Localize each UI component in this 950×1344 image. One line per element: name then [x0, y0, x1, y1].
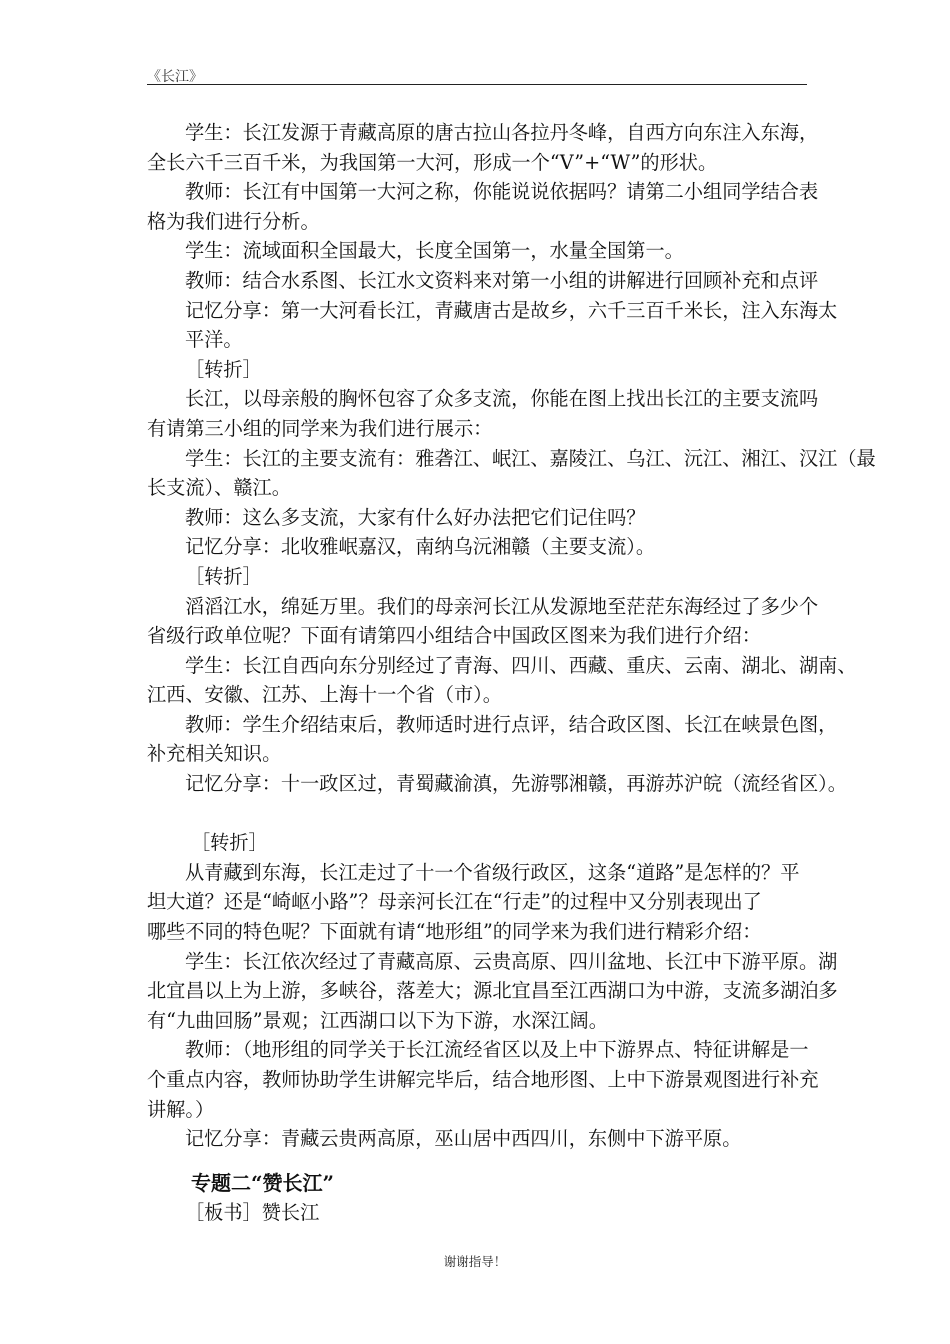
- paragraph-line: 全长六千三百千米，为我国第一大河，形成一个“V”+“W”的形状。: [147, 150, 718, 174]
- paragraph-line: 记忆分享：青藏云贵两高原，巫山居中西四川，东侧中下游平原。: [185, 1127, 742, 1151]
- paragraph-line: 江西、安徽、江苏、上海十一个省（市）。: [147, 683, 502, 707]
- paragraph-line: 学生：流域面积全国最大，长度全国第一，水量全国第一。: [185, 239, 684, 263]
- transition-marker: ［转折］: [185, 357, 262, 381]
- paragraph-line: 教师：学生介绍结束后，教师适时进行点评，结合政区图、长江在峡景色图，: [185, 712, 838, 736]
- paragraph-line: 记忆分享：第一大河看长江，青藏唐古是故乡，六千三百千米长，注入东海太: [185, 298, 838, 322]
- paragraph-line: 教师：长江有中国第一大河之称，你能说说依据吗？请第二小组同学结合表: [185, 180, 819, 204]
- paragraph-line: 教师：（地形组的同学关于长江流经省区以及上中下游界点、特征讲解是一: [185, 1038, 809, 1062]
- paragraph-line: 省级行政单位呢？下面有请第四小组结合中国政区图来为我们进行介绍：: [147, 624, 761, 648]
- paragraph-line: 学生：长江自西向东分别经过了青海、四川、西藏、重庆、云南、湖北、湖南、: [185, 653, 857, 677]
- paragraph-line: 从青藏到东海，长江走过了十一个省级行政区，这条“道路”是怎样的？平: [185, 860, 800, 884]
- paragraph-line: 平洋。: [185, 328, 243, 352]
- paragraph-line: 有请第三小组的同学来为我们进行展示：: [147, 416, 493, 440]
- page-footer: 谢谢指导！: [443, 1254, 507, 1269]
- paragraph-line: 记忆分享：北收雅岷嘉汉，南纳乌沅湘赣（主要支流）。: [185, 535, 656, 559]
- document-body: [147, 118, 876, 1227]
- paragraph-line: 学生：长江发源于青藏高原的唐古拉山各拉丹冬峰，自西方向东注入东海，: [185, 121, 819, 144]
- paragraph-line: 长江，以母亲般的胸怀包容了众多支流，你能在图上找出长江的主要支流吗: [185, 387, 819, 411]
- paragraph-line: 补充相关知识。: [147, 742, 282, 766]
- transition-marker: ［转折］: [185, 564, 262, 588]
- paragraph-line: 滔滔江水，绵延万里。我们的母亲河长江从发源地至茫茫东海经过了多少个: [185, 594, 819, 618]
- paragraph-line: 长支流）、赣江。: [147, 476, 291, 500]
- transition-marker: ［转折］: [191, 831, 268, 855]
- paragraph-line: 学生：长江的主要支流有：雅砻江、岷江、嘉陵江、乌江、沅江、湘江、汉江（最: [185, 446, 876, 470]
- board-note: ［板书］赞长江: [185, 1200, 320, 1224]
- paragraph-line: 哪些不同的特色呢？下面就有请“地形组”的同学来为我们进行精彩介绍：: [147, 920, 762, 944]
- paragraph-line: 教师：结合水系图、长江水文资料来对第一小组的讲解进行回顾补充和点评: [185, 268, 819, 292]
- paragraph-line: 个重点内容，教师协助学生讲解完毕后，结合地形图、上中下游景观图进行补充: [147, 1068, 819, 1091]
- section-heading: 专题二“赞长江”: [191, 1170, 335, 1195]
- page-header: [147, 66, 807, 85]
- header-title: 《长江》: [147, 69, 203, 85]
- paragraph-line: 学生：长江依次经过了青藏高原、云贵高原、四川盆地、长江中下游平原。湖: [185, 949, 838, 973]
- paragraph-line: 讲解。）: [147, 1097, 215, 1121]
- paragraph-line: 坦大道？还是“崎岖小路”？母亲河长江在“行走”的过程中又分别表现出了: [147, 890, 762, 914]
- paragraph-line: 格为我们进行分析。: [147, 209, 320, 233]
- paragraph-line: 北宜昌以上为上游，多峡谷，落差大；源北宜昌至江西湖口为中游，支流多湖泊多: [147, 979, 838, 1003]
- paragraph-line: 记忆分享：十一政区过，青蜀藏渝滇，先游鄂湘赣，再游苏沪皖（流经省区）。: [185, 772, 847, 796]
- blank-line: [147, 799, 809, 829]
- paragraph-line: 有“九曲回肠”景观；江西湖口以下为下游，水深江阔。: [147, 1008, 608, 1032]
- paragraph-line: 教师：这么多支流，大家有什么好办法把它们记住吗？: [185, 505, 646, 529]
